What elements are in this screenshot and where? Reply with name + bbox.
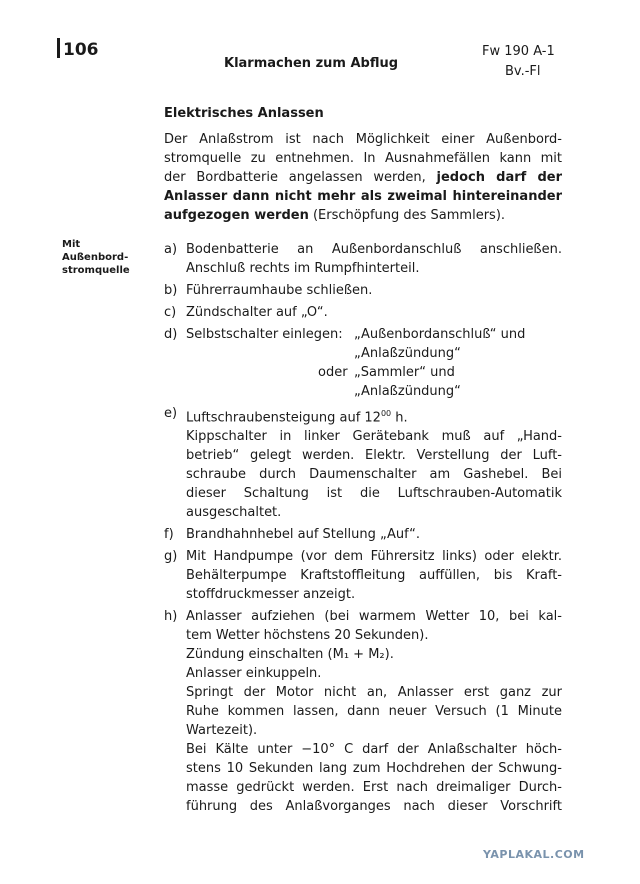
step-letter: f) (164, 527, 174, 543)
watermark-text: YAPLAKAL.COM (483, 848, 585, 861)
intro-paragraph (164, 130, 562, 225)
step-body (186, 303, 562, 322)
margin-note-line: Mit (62, 239, 81, 250)
step-line: Anlasser einkuppeln. (186, 666, 322, 682)
step-line (186, 404, 562, 427)
step-f (164, 525, 562, 544)
step-line: Zündschalter auf „O“. (186, 305, 328, 320)
step-letter: c) (164, 305, 177, 320)
step-line: stoffdruckmesser anzeigt. (186, 587, 356, 603)
step-line: dieser Schaltung ist die Luftschrauben-Automatik (186, 486, 562, 502)
step-line: Kippschalter in linker Gerätebank muß auf „Hand- (186, 429, 562, 445)
intro-line (164, 206, 562, 225)
step-line-text: „Anlaßzündung“ (354, 384, 461, 399)
step-line: Mit Handpumpe (vor dem Führersitz links) oder elektr. (186, 549, 562, 565)
step-line: betrieb“ gelegt werden. Elektr. Verstellung der Luft- (186, 448, 562, 464)
step-letter: e) (164, 406, 178, 421)
step-line: Anschluß rechts im Rumpfhinterteil. (186, 261, 420, 276)
step-line (186, 344, 562, 363)
step-line-text: oder (318, 365, 348, 380)
step-line: Zündung einschalten (M₁ + M₂). (186, 647, 394, 663)
step-line: Springt der Motor nicht an, Anlasser erst ganz zur (186, 685, 562, 701)
step-line: Führerraumhaube schließen. (186, 283, 373, 298)
step-body (186, 607, 562, 816)
step-g (164, 547, 562, 604)
step-line: tem Wetter höchstens 20 Sekunden). (186, 628, 429, 644)
aircraft-model (482, 42, 555, 82)
superscript: 00 (380, 409, 392, 418)
step-line-text: h. (391, 410, 408, 426)
intro-line: stromquelle zu entnehmen. In Ausnahmefällen kann mit (164, 151, 562, 166)
step-line (186, 325, 562, 344)
step-line-text: „Anlaßzündung“ (354, 346, 461, 361)
intro-line (164, 168, 562, 187)
step-line: Brandhahnhebel auf Stellung „Auf“. (186, 527, 420, 543)
intro-bold-text: jedoch darf der (436, 170, 562, 185)
step-body (186, 281, 562, 300)
step-letter: b) (164, 283, 178, 298)
intro-line: Der Anlaßstrom ist nach Möglichkeit einer Außenbord- (164, 132, 562, 147)
step-line: Anlasser aufziehen (bei warmem Wetter 10, bei kal- (186, 609, 562, 625)
step-d (164, 325, 562, 401)
step-line: Ruhe kommen lassen, dann neuer Versuch (1 Minute (186, 704, 562, 720)
step-a (164, 240, 562, 278)
step-line: Behälterpumpe Kraftstoffleitung auffüllen, bis Kraft- (186, 568, 562, 584)
section-heading: Elektrisches Anlassen (164, 106, 324, 121)
step-line: schraube durch Daumenschalter am Gashebel. Bei (186, 467, 562, 483)
margin-note-line: stromquelle (62, 265, 130, 276)
step-line-text: Selbstschalter einlegen: (186, 327, 343, 342)
margin-note-line: Außenbord- (62, 252, 129, 263)
step-h (164, 607, 562, 816)
page-title: Klarmachen zum Abflug (224, 56, 399, 71)
step-line: Bodenbatterie an Außenbordanschluß anschließen. (186, 242, 562, 257)
step-letter: h) (164, 609, 178, 625)
step-line (186, 382, 562, 401)
step-letter: d) (164, 327, 178, 342)
intro-bold-text: Anlasser dann nicht mehr als zweimal hintereinander (164, 189, 562, 204)
step-line: masse gedrückt werden. Erst nach dreimaliger Durch- (186, 780, 562, 796)
step-body (186, 547, 562, 604)
page-number-rule (57, 38, 60, 58)
intro-tail-text: (Erschöpfung des Sammlers). (308, 208, 506, 223)
intro-line (164, 187, 562, 206)
step-e (164, 404, 562, 522)
step-body (186, 325, 562, 401)
model-line-1: Fw 190 A-1 (482, 44, 555, 59)
step-line-text: Luftschraubensteigung auf 12 (186, 410, 381, 426)
step-line-text: „Außenbordanschluß“ und (354, 327, 526, 342)
step-list (164, 240, 562, 819)
step-line (186, 363, 562, 382)
step-b (164, 281, 562, 300)
step-letter: a) (164, 242, 178, 257)
step-line: stens 10 Sekunden lang zum Hochdrehen der Schwung- (186, 761, 562, 777)
step-line: führung des Anlaßvorganges nach dieser Vorschrift (186, 799, 562, 815)
step-body (186, 240, 562, 278)
intro-bold-text: aufgezogen werden (164, 208, 309, 223)
step-letter: g) (164, 549, 178, 565)
intro-line-text: der Bordbatterie angelassen werden, (164, 170, 437, 185)
step-c (164, 303, 562, 322)
model-line-2: Bv.-Fl (505, 64, 541, 79)
step-line: Wartezeit). (186, 723, 258, 739)
page-number (57, 38, 99, 60)
step-body (186, 404, 562, 522)
page-number-text: 106 (63, 40, 99, 60)
step-body (186, 525, 562, 544)
margin-note (62, 238, 130, 277)
step-line: ausgeschaltet. (186, 505, 282, 521)
step-line: Bei Kälte unter −10° C darf der Anlaßschalter höch- (186, 742, 562, 758)
step-line-text: „Sammler“ und (354, 365, 455, 380)
